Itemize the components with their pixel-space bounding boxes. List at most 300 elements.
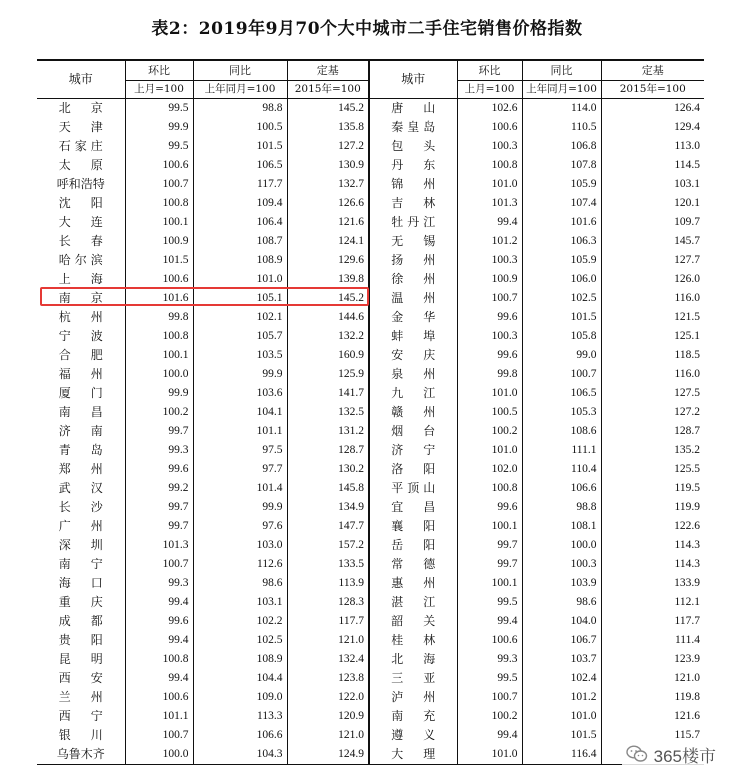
fixed-value-left: 121.0 — [287, 726, 369, 745]
mom-value-left: 101.1 — [125, 707, 193, 726]
mom-value-right: 100.1 — [457, 574, 522, 593]
yoy-value-right: 103.9 — [522, 574, 601, 593]
yoy-value-left: 106.6 — [193, 726, 287, 745]
table-row — [37, 403, 704, 422]
fixed-value-right: 122.6 — [601, 517, 704, 536]
fixed-value-left: 127.2 — [287, 137, 369, 156]
fixed-value-right: 128.7 — [601, 422, 704, 441]
table-row — [37, 327, 704, 346]
mom-value-left: 100.1 — [125, 213, 193, 232]
fixed-value-right: 109.7 — [601, 213, 704, 232]
city-name-text: 西 宁 — [58, 709, 103, 723]
fixed-value-left: 113.9 — [287, 574, 369, 593]
city-name-text: 锦 州 — [391, 177, 436, 191]
city-name-right — [369, 175, 457, 194]
city-name-text: 武 汉 — [58, 481, 103, 495]
mom-value-left: 99.6 — [125, 612, 193, 631]
table-row — [37, 118, 704, 137]
fixed-value-left: 129.6 — [287, 251, 369, 270]
mom-value-left: 100.0 — [125, 365, 193, 384]
yoy-value-right: 101.0 — [522, 707, 601, 726]
city-name-text: 北 海 — [391, 652, 436, 666]
header-fixed-base-left: 2015年=100 — [287, 81, 369, 99]
fixed-value-left: 160.9 — [287, 346, 369, 365]
mom-value-left: 99.9 — [125, 118, 193, 137]
mom-value-right: 100.6 — [457, 118, 522, 137]
city-name-text: 重 庆 — [58, 595, 103, 609]
fixed-value-left: 135.8 — [287, 118, 369, 137]
mom-value-right: 99.4 — [457, 726, 522, 745]
table-body — [37, 99, 704, 765]
yoy-value-left: 101.5 — [193, 137, 287, 156]
city-name-left — [37, 118, 125, 137]
yoy-value-left: 103.6 — [193, 384, 287, 403]
yoy-value-left: 117.7 — [193, 175, 287, 194]
yoy-value-left: 105.7 — [193, 327, 287, 346]
mom-value-right: 100.6 — [457, 631, 522, 650]
yoy-value-right: 105.3 — [522, 403, 601, 422]
mom-value-left: 100.0 — [125, 745, 193, 765]
city-name-left — [37, 631, 125, 650]
city-name-left — [37, 498, 125, 517]
city-name-left — [37, 251, 125, 270]
table-row — [37, 555, 704, 574]
mom-value-right: 100.9 — [457, 270, 522, 289]
city-name-text: 包 头 — [391, 139, 436, 153]
mom-value-left: 99.9 — [125, 384, 193, 403]
city-name-left — [37, 194, 125, 213]
fixed-value-right: 125.1 — [601, 327, 704, 346]
city-name-text: 济 宁 — [391, 443, 436, 457]
yoy-value-left: 102.5 — [193, 631, 287, 650]
city-name-text: 安 庆 — [391, 348, 436, 362]
yoy-value-right: 116.4 — [522, 745, 601, 765]
city-name-right — [369, 460, 457, 479]
yoy-value-left: 105.1 — [193, 289, 287, 308]
fixed-value-right: 119.5 — [601, 479, 704, 498]
mom-value-left: 100.6 — [125, 688, 193, 707]
city-name-left — [37, 593, 125, 612]
fixed-value-left: 139.8 — [287, 270, 369, 289]
city-name-text: 南 昌 — [58, 405, 103, 419]
city-name-left — [37, 707, 125, 726]
city-name-text: 兰 州 — [58, 690, 103, 704]
mom-value-right: 100.5 — [457, 403, 522, 422]
yoy-value-right: 102.5 — [522, 289, 601, 308]
city-name-left — [37, 669, 125, 688]
table-row — [37, 460, 704, 479]
header-city-right: 城市 — [369, 60, 457, 99]
yoy-value-right: 108.1 — [522, 517, 601, 536]
city-name-right — [369, 346, 457, 365]
header-mom-base-left: 上月=100 — [125, 81, 193, 99]
yoy-value-right: 101.5 — [522, 726, 601, 745]
fixed-value-right: 145.7 — [601, 232, 704, 251]
city-name-text: 三 亚 — [391, 671, 436, 685]
city-name-text: 贵 阳 — [58, 633, 103, 647]
mom-value-left: 100.7 — [125, 555, 193, 574]
price-index-table — [37, 59, 704, 765]
city-name-left: 乌鲁木齐 — [37, 745, 125, 765]
yoy-value-right: 99.0 — [522, 346, 601, 365]
city-name-left — [37, 479, 125, 498]
fixed-value-right: 113.0 — [601, 137, 704, 156]
yoy-value-right: 100.7 — [522, 365, 601, 384]
yoy-value-right: 101.6 — [522, 213, 601, 232]
city-name-text: 济 南 — [58, 424, 103, 438]
city-name-text: 福 州 — [58, 367, 103, 381]
city-name-text: 吉 林 — [391, 196, 436, 210]
table-row — [37, 289, 704, 308]
yoy-value-left: 97.5 — [193, 441, 287, 460]
fixed-value-right: 117.7 — [601, 612, 704, 631]
city-name-left — [37, 688, 125, 707]
fixed-value-left: 132.2 — [287, 327, 369, 346]
mom-value-left: 99.6 — [125, 460, 193, 479]
yoy-value-right: 103.7 — [522, 650, 601, 669]
city-name-text: 岳 阳 — [391, 538, 436, 552]
city-name-right — [369, 745, 457, 765]
city-name-text: 金 华 — [391, 310, 436, 324]
city-name-text: 上 海 — [58, 272, 103, 286]
fixed-value-left: 130.9 — [287, 156, 369, 175]
mom-value-right: 102.0 — [457, 460, 522, 479]
city-name-text: 赣 州 — [391, 405, 436, 419]
mom-value-left: 101.3 — [125, 536, 193, 555]
table-row — [37, 669, 704, 688]
yoy-value-left: 103.0 — [193, 536, 287, 555]
mom-value-right: 99.3 — [457, 650, 522, 669]
fixed-value-left: 120.9 — [287, 707, 369, 726]
city-name-left — [37, 232, 125, 251]
city-name-left — [37, 460, 125, 479]
mom-value-right: 100.2 — [457, 707, 522, 726]
wechat-icon — [626, 745, 648, 763]
fixed-value-left: 145.2 — [287, 289, 369, 308]
yoy-value-right: 106.3 — [522, 232, 601, 251]
city-name-right — [369, 574, 457, 593]
yoy-value-left: 112.6 — [193, 555, 287, 574]
mom-value-left: 99.3 — [125, 574, 193, 593]
mom-value-left: 100.6 — [125, 156, 193, 175]
yoy-value-left: 102.1 — [193, 308, 287, 327]
city-name-right — [369, 156, 457, 175]
city-name-right — [369, 498, 457, 517]
table-row — [37, 612, 704, 631]
yoy-value-right: 110.4 — [522, 460, 601, 479]
table-row — [37, 194, 704, 213]
city-name-left — [37, 213, 125, 232]
city-name-text: 天 津 — [58, 120, 103, 134]
yoy-value-left: 109.0 — [193, 688, 287, 707]
city-name-right — [369, 308, 457, 327]
fixed-value-left: 147.7 — [287, 517, 369, 536]
city-name-left — [37, 289, 125, 308]
city-name-text: 常 德 — [391, 557, 436, 571]
city-name-text: 南 京 — [58, 291, 103, 305]
mom-value-left: 100.1 — [125, 346, 193, 365]
table-row — [37, 137, 704, 156]
fixed-value-left: 132.5 — [287, 403, 369, 422]
fixed-value-right: 116.0 — [601, 365, 704, 384]
yoy-value-left: 98.6 — [193, 574, 287, 593]
city-name-text: 九 江 — [391, 386, 436, 400]
city-name-text: 泉 州 — [391, 367, 436, 381]
mom-value-left: 99.2 — [125, 479, 193, 498]
yoy-value-left: 103.1 — [193, 593, 287, 612]
fixed-value-right: 120.1 — [601, 194, 704, 213]
table-row — [37, 707, 704, 726]
city-name-text: 昆 明 — [58, 652, 103, 666]
mom-value-left: 99.3 — [125, 441, 193, 460]
city-name-left — [37, 612, 125, 631]
yoy-value-right: 102.4 — [522, 669, 601, 688]
header-city-left: 城市 — [37, 60, 125, 99]
mom-value-right: 99.5 — [457, 593, 522, 612]
yoy-value-left: 108.7 — [193, 232, 287, 251]
header-yoy-left: 同比 — [193, 60, 287, 81]
yoy-value-right: 114.0 — [522, 99, 601, 119]
mom-value-right: 100.1 — [457, 517, 522, 536]
fixed-value-right: 135.2 — [601, 441, 704, 460]
yoy-value-left: 108.9 — [193, 650, 287, 669]
city-name-left — [37, 308, 125, 327]
city-name-right — [369, 650, 457, 669]
yoy-value-right: 106.5 — [522, 384, 601, 403]
fixed-value-left: 141.7 — [287, 384, 369, 403]
table-row — [37, 175, 704, 194]
fixed-value-right: 127.5 — [601, 384, 704, 403]
city-name-left — [37, 536, 125, 555]
yoy-value-left: 104.1 — [193, 403, 287, 422]
city-name-text: 泸 州 — [391, 690, 436, 704]
table-row — [37, 631, 704, 650]
city-name-right — [369, 137, 457, 156]
yoy-value-right: 108.6 — [522, 422, 601, 441]
mom-value-left: 99.4 — [125, 631, 193, 650]
city-name-text: 唐 山 — [391, 101, 436, 115]
city-name-left — [37, 156, 125, 175]
city-name-right — [369, 707, 457, 726]
fixed-value-right: 116.0 — [601, 289, 704, 308]
mom-value-right: 99.6 — [457, 346, 522, 365]
city-name-right — [369, 251, 457, 270]
city-name-right — [369, 612, 457, 631]
fixed-value-right: 121.6 — [601, 707, 704, 726]
city-name-left — [37, 99, 125, 119]
yoy-value-left: 99.9 — [193, 365, 287, 384]
table-row — [37, 422, 704, 441]
table-row — [37, 650, 704, 669]
city-name-text: 徐 州 — [391, 272, 436, 286]
city-name-left: 呼和浩特 — [56, 177, 105, 191]
table-row — [37, 574, 704, 593]
fixed-value-right: 127.2 — [601, 403, 704, 422]
table-row — [37, 517, 704, 536]
city-name-text: 平 顶 山 — [391, 481, 436, 495]
city-name-text: 洛 阳 — [391, 462, 436, 476]
city-name-right — [369, 327, 457, 346]
fixed-value-left: 128.3 — [287, 593, 369, 612]
table-row — [37, 99, 704, 119]
city-name-text: 无 锡 — [391, 234, 436, 248]
city-name-left — [37, 365, 125, 384]
city-name-text: 深 圳 — [58, 538, 103, 552]
mom-value-left: 100.9 — [125, 232, 193, 251]
watermark — [622, 742, 720, 766]
mom-value-right: 101.3 — [457, 194, 522, 213]
fixed-value-left: 126.6 — [287, 194, 369, 213]
city-name-text: 太 原 — [58, 158, 103, 172]
table-row — [37, 156, 704, 175]
table-row — [37, 441, 704, 460]
city-name-right — [369, 213, 457, 232]
city-name-text: 韶 关 — [391, 614, 436, 628]
fixed-value-left: 128.7 — [287, 441, 369, 460]
city-name-left — [37, 346, 125, 365]
mom-value-left: 99.5 — [125, 137, 193, 156]
city-name-text: 广 州 — [58, 519, 103, 533]
header-fixed-right: 定基 — [601, 60, 704, 81]
yoy-value-left: 97.7 — [193, 460, 287, 479]
city-name-right — [369, 289, 457, 308]
city-name-left — [37, 327, 125, 346]
mom-value-right: 100.3 — [457, 251, 522, 270]
yoy-value-left: 106.5 — [193, 156, 287, 175]
yoy-value-left: 101.4 — [193, 479, 287, 498]
mom-value-left: 101.5 — [125, 251, 193, 270]
city-name-text: 秦 皇 岛 — [391, 120, 436, 134]
mom-value-left: 100.7 — [125, 175, 193, 194]
fixed-value-left: 145.8 — [287, 479, 369, 498]
header-yoy-base-left: 上年同月=100 — [193, 81, 287, 99]
yoy-value-right: 105.8 — [522, 327, 601, 346]
city-name-text: 哈 尔 滨 — [58, 253, 103, 267]
fixed-value-right: 123.9 — [601, 650, 704, 669]
fixed-value-right: 127.7 — [601, 251, 704, 270]
table-row — [37, 745, 704, 765]
fixed-value-right: 126.0 — [601, 270, 704, 289]
city-name-text: 湛 江 — [391, 595, 436, 609]
mom-value-left: 99.7 — [125, 517, 193, 536]
table-row — [37, 536, 704, 555]
city-name-left — [37, 384, 125, 403]
mom-value-left: 100.2 — [125, 403, 193, 422]
mom-value-right: 102.6 — [457, 99, 522, 119]
city-name-left — [37, 555, 125, 574]
header-mom-base-right: 上月=100 — [457, 81, 522, 99]
fixed-value-left: 134.9 — [287, 498, 369, 517]
mom-value-left: 101.6 — [125, 289, 193, 308]
fixed-value-right: 114.5 — [601, 156, 704, 175]
city-name-left — [37, 441, 125, 460]
yoy-value-left: 104.3 — [193, 745, 287, 765]
header-yoy-right: 同比 — [522, 60, 601, 81]
city-name-right — [369, 99, 457, 119]
city-name-right — [369, 118, 457, 137]
mom-value-left: 99.8 — [125, 308, 193, 327]
city-name-text: 丹 东 — [391, 158, 436, 172]
yoy-value-right: 98.6 — [522, 593, 601, 612]
city-name-text: 大 连 — [58, 215, 103, 229]
yoy-value-right: 101.2 — [522, 688, 601, 707]
fixed-value-left: 124.9 — [287, 745, 369, 765]
mom-value-right: 100.8 — [457, 479, 522, 498]
yoy-value-left: 101.0 — [193, 270, 287, 289]
mom-value-right: 100.8 — [457, 156, 522, 175]
city-name-left — [37, 517, 125, 536]
yoy-value-left: 103.5 — [193, 346, 287, 365]
fixed-value-left: 121.0 — [287, 631, 369, 650]
mom-value-right: 100.3 — [457, 137, 522, 156]
city-name-left — [37, 270, 125, 289]
yoy-value-right: 106.6 — [522, 479, 601, 498]
yoy-value-right: 105.9 — [522, 175, 601, 194]
table-row — [37, 270, 704, 289]
fixed-value-left: 132.7 — [287, 175, 369, 194]
fixed-value-right: 133.9 — [601, 574, 704, 593]
city-name-text: 海 口 — [58, 576, 103, 590]
city-name-right — [369, 517, 457, 536]
city-name-text: 南 充 — [391, 709, 436, 723]
fixed-value-right: 119.9 — [601, 498, 704, 517]
city-name-text: 合 肥 — [58, 348, 103, 362]
city-name-left — [37, 726, 125, 745]
city-name-right — [369, 232, 457, 251]
city-name-left — [37, 574, 125, 593]
yoy-value-left: 106.4 — [193, 213, 287, 232]
fixed-value-left: 145.2 — [287, 99, 369, 119]
city-name-right — [369, 688, 457, 707]
city-name-text: 蚌 埠 — [391, 329, 436, 343]
city-name-text: 石 家 庄 — [58, 139, 103, 153]
yoy-value-right: 98.8 — [522, 498, 601, 517]
fixed-value-right: 126.4 — [601, 99, 704, 119]
mom-value-left: 99.4 — [125, 669, 193, 688]
mom-value-right: 101.0 — [457, 441, 522, 460]
city-name-text: 银 川 — [58, 728, 103, 742]
city-name-text: 宜 昌 — [391, 500, 436, 514]
fixed-value-left: 157.2 — [287, 536, 369, 555]
mom-value-right: 101.0 — [457, 175, 522, 194]
table-row — [37, 726, 704, 745]
fixed-value-right: 121.5 — [601, 308, 704, 327]
city-name-left — [37, 422, 125, 441]
mom-value-left: 100.6 — [125, 270, 193, 289]
fixed-value-right: 125.5 — [601, 460, 704, 479]
city-name-text: 遵 义 — [391, 728, 436, 742]
city-name-right — [369, 194, 457, 213]
mom-value-right: 99.7 — [457, 555, 522, 574]
mom-value-right: 101.0 — [457, 745, 522, 765]
yoy-value-right: 104.0 — [522, 612, 601, 631]
fixed-value-left: 122.0 — [287, 688, 369, 707]
yoy-value-right: 110.5 — [522, 118, 601, 137]
fixed-value-right: 114.3 — [601, 555, 704, 574]
city-name-text: 郑 州 — [58, 462, 103, 476]
header-fixed-left: 定基 — [287, 60, 369, 81]
mom-value-right: 99.5 — [457, 669, 522, 688]
city-name-text: 北 京 — [58, 101, 103, 115]
fixed-value-right: 114.3 — [601, 536, 704, 555]
fixed-value-right: 115.7 — [601, 726, 704, 745]
city-name-right — [369, 270, 457, 289]
yoy-value-right: 105.9 — [522, 251, 601, 270]
yoy-value-right: 111.1 — [522, 441, 601, 460]
city-name-right — [369, 422, 457, 441]
mom-value-left: 99.4 — [125, 593, 193, 612]
city-name-text: 牡 丹 江 — [391, 215, 436, 229]
